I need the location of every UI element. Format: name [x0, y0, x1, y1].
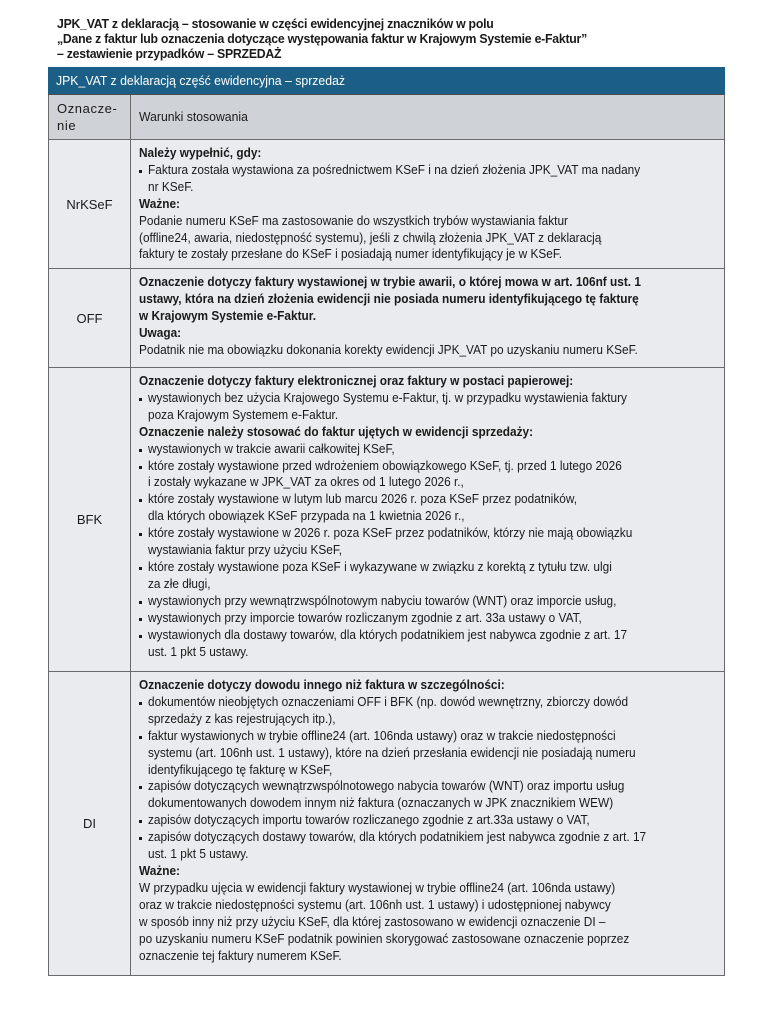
table-header-bar — [48, 67, 725, 95]
table-header-title: JPK_VAT z deklaracją część ewidencyjna – sprzedaż — [56, 73, 346, 88]
bold-heading-text: Ważne: — [139, 196, 181, 211]
bullet-text: które zostały wystawione przed wdrożeniem obowiązkowego KSeF, tj. przed 1 lutego 2026 — [148, 458, 622, 473]
bold-heading-text: Oznaczenie dotyczy faktury elektronicznej oraz faktury w postaci papierowej: — [139, 374, 574, 388]
bullet-text: zapisów dotyczących dostawy towarów, dla których podatnikiem jest nabywca zgodnie z art. 17 — [148, 830, 647, 845]
bold-heading-text: Oznaczenie należy stosować do faktur ujętych w ewidencji sprzedaży: — [139, 424, 534, 439]
bullet-text: identyfikującego tę fakturę w KSeF, — [148, 762, 333, 777]
bullet-icon — [139, 635, 142, 638]
document-title-line: JPK_VAT z deklaracją – stosowanie w części ewidencyjnej znaczników w polu — [57, 16, 494, 31]
column-header-conditions-label: Warunki stosowania — [139, 108, 248, 124]
bold-heading-text: Oznaczenie dotyczy faktury wystawionej w trybie awarii, o której mowa w art. 106nf ust. 1 — [139, 275, 641, 289]
bullet-text: wystawionych dla dostawy towarów, dla których podatnikiem jest nabywca zgodnie z art. 17 — [148, 627, 628, 642]
bullet-text: wystawionych przy wewnątrzwspólnotowym nabyciu towarów (WNT) oraz imporcie usług, — [148, 593, 617, 608]
table-row — [49, 139, 724, 268]
column-header-conditions — [131, 95, 724, 139]
bullet-text: faktur wystawionych w trybie offline24 (art. 106nda ustawy) oraz w trakcie niedostępności — [148, 728, 616, 743]
bold-heading-text: Ważne: — [139, 863, 181, 878]
bullet-text: dokumentowanych dowodem innym niż faktura (oznaczanych w JPK znacznikiem WEW) — [148, 796, 614, 811]
row-code: OFF — [49, 269, 131, 367]
paragraph-text: Podanie numeru KSeF ma zastosowanie do wszystkich trybów wystawiania faktur — [139, 213, 569, 228]
table-row — [49, 367, 724, 671]
bullet-text: wystawiania faktur przy użyciu KSeF, — [148, 543, 343, 558]
bullet-item — [139, 778, 716, 812]
column-header-code-line: nie — [57, 118, 77, 133]
paragraph-text: oraz w trakcie niedostępności systemu (art. 106nh ust. 1 ustawy) i udostępnionej nabywcy — [139, 897, 611, 912]
bullet-text: ust. 1 pkt 5 ustawy. — [148, 847, 249, 862]
row-conditions — [131, 368, 724, 671]
bullet-item — [139, 458, 716, 492]
bullet-icon — [139, 398, 142, 401]
bullet-item — [139, 390, 716, 424]
document-title-line: – zestawienie przypadków – SPRZEDAŻ — [57, 46, 282, 61]
cases-table — [48, 67, 725, 976]
bold-heading-text: w Krajowym Systemie e-Faktur. — [139, 308, 316, 323]
paragraph-text: W przypadku ujęcia w ewidencji faktury wystawionej w trybie offline24 (art. 106nda ustawy) — [139, 880, 616, 895]
document-title-line: „Dane z faktur lub oznaczenia dotyczące występowania faktur w Krajowym Systemie e-Faktur” — [57, 31, 588, 46]
row-code: BFK — [49, 368, 131, 671]
bullet-text: które zostały wystawione w 2026 r. poza KSeF przez podatników, którzy nie mają obowiązku — [148, 526, 633, 541]
row-conditions — [131, 269, 724, 367]
bullet-text: nr KSeF. — [148, 179, 194, 194]
column-header-code-line: Oznacze- — [57, 101, 118, 116]
row-conditions — [131, 140, 724, 268]
bullet-icon — [139, 786, 142, 789]
bullet-item — [139, 829, 716, 863]
paragraph-text: po uzyskaniu numeru KSeF podatnik powinien skorygować zastosowane oznaczenie poprzez — [139, 931, 630, 946]
bullet-text: dokumentów nieobjętych oznaczeniami OFF i BFK (np. dowód wewnętrzny, zbiorczy dowód — [148, 694, 629, 709]
bullet-icon — [139, 618, 142, 621]
bullet-text: systemu (art. 106nh ust. 1 ustawy), które na dzień przesłania ewidencji nie posiadają numeru — [148, 745, 636, 760]
bullet-item — [139, 491, 716, 525]
bullet-text: za złe długi, — [148, 576, 211, 591]
bullet-text: wystawionych przy imporcie towarów rozliczanym zgodnie z art. 33a ustawy o VAT, — [148, 610, 582, 625]
bullet-text: sprzedaży z kas rejestrujących itp.), — [148, 711, 336, 726]
bold-heading-text: Oznaczenie dotyczy dowodu innego niż faktura w szczególności: — [139, 678, 505, 692]
row-code: NrKSeF — [49, 140, 131, 268]
paragraph-text: Podatnik nie ma obowiązku dokonania korekty ewidencji JPK_VAT po uzyskaniu numeru KSeF. — [139, 342, 638, 357]
bullet-text: które zostały wystawione poza KSeF i wykazywane w związku z korektą z tytułu tzw. ulgi — [148, 559, 612, 574]
bullet-text: Faktura została wystawiona za pośrednictwem KSeF i na dzień złożenia JPK_VAT ma nadany — [148, 162, 641, 177]
column-header-code — [49, 95, 131, 139]
table-row — [49, 671, 724, 975]
bold-heading-text: Uwaga: — [139, 325, 182, 340]
bullet-text: zapisów dotyczących wewnątrzwspólnotowego nabycia towarów (WNT) oraz importu usług — [148, 779, 625, 794]
bullet-text: i zostały wykazane w JPK_VAT za okres od 1 lutego 2026 r., — [148, 475, 464, 490]
bullet-item — [139, 162, 716, 196]
bullet-item — [139, 525, 716, 559]
paragraph-text: (offline24, awaria, niedostępność systemu), jeśli z chwilą złożenia JPK_VAT z deklaracją — [139, 230, 602, 245]
bullet-text: dla których obowiązek KSeF przypada na 1 kwietnia 2026 r., — [148, 509, 465, 524]
bullet-icon — [139, 499, 142, 502]
bullet-icon — [139, 449, 142, 452]
bullet-icon — [139, 601, 142, 604]
bullet-item — [139, 441, 716, 458]
bullet-icon — [139, 170, 142, 173]
bullet-icon — [139, 702, 142, 705]
paragraph-text: oznaczenie tej faktury numerem KSeF. — [139, 948, 342, 963]
paragraph-text: faktury te zostały przesłane do KSeF i posiadają numer identyfikujący je w KSeF. — [139, 247, 563, 262]
paragraph-text: w sposób inny niż przy użyciu KSeF, dla której zastosowano w ewidencji oznaczenie DI – — [139, 914, 606, 929]
bullet-icon — [139, 736, 142, 739]
bullet-item — [139, 593, 716, 610]
bullet-item — [139, 694, 716, 728]
bullet-icon — [139, 837, 142, 840]
bullet-item — [139, 812, 716, 829]
bullet-item — [139, 610, 716, 627]
bullet-icon — [139, 533, 142, 536]
bullet-icon — [139, 820, 142, 823]
bullet-item — [139, 627, 716, 661]
bullet-item — [139, 728, 716, 779]
document-title — [57, 16, 689, 61]
bullet-text: wystawionych bez użycia Krajowego Systemu e-Faktur, tj. w przypadku wystawienia faktury — [148, 390, 627, 405]
column-header-row — [49, 95, 724, 139]
bullet-icon — [139, 466, 142, 469]
bullet-icon — [139, 567, 142, 570]
bold-heading-text: Należy wypełnić, gdy: — [139, 146, 262, 160]
row-code: DI — [49, 672, 131, 975]
bullet-text: poza Krajowym Systemem e-Faktur. — [148, 407, 339, 422]
bullet-text: wystawionych w trakcie awarii całkowitej KSeF, — [148, 441, 395, 456]
row-conditions — [131, 672, 724, 975]
bullet-text: które zostały wystawione w lutym lub marcu 2026 r. poza KSeF przez podatników, — [148, 492, 578, 507]
bullet-text: ust. 1 pkt 5 ustawy. — [148, 644, 249, 659]
bold-heading-text: ustawy, która na dzień złożenia ewidencji nie posiada numeru identyfikującego tę fakturę — [139, 291, 639, 306]
bullet-item — [139, 559, 716, 593]
bullet-text: zapisów dotyczących importu towarów rozliczanego zgodnie z art.33a ustawy o VAT, — [148, 813, 590, 828]
table-row — [49, 268, 724, 367]
